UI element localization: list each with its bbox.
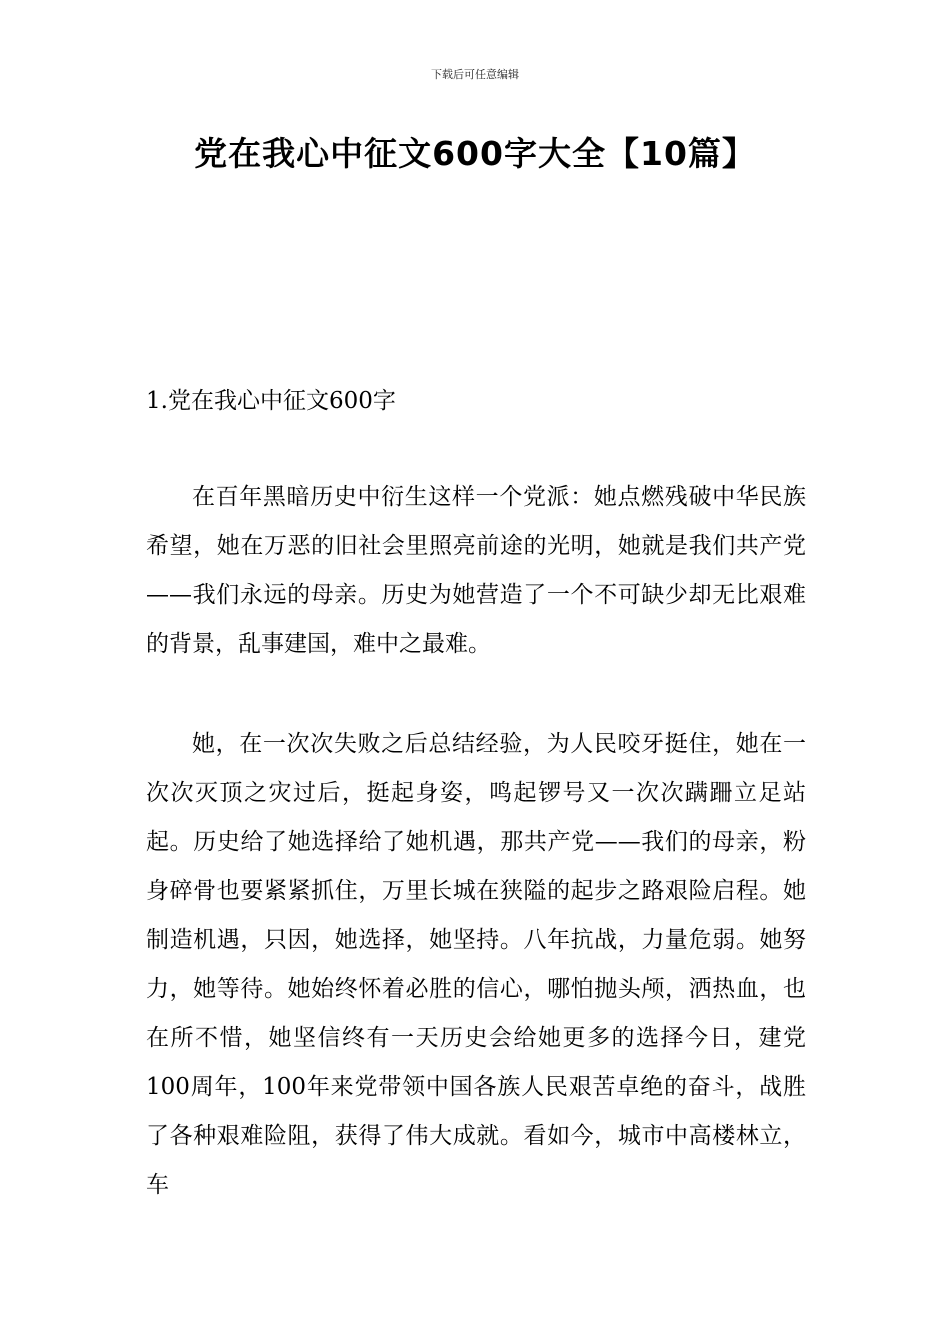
section-heading: 1.党在我心中征文600字 bbox=[146, 388, 396, 414]
page-title: 党在我心中征文600字大全【10篇】 bbox=[194, 134, 756, 173]
header-note: 下载后可任意编辑 bbox=[431, 68, 519, 81]
body-paragraph: 她，在一次次失败之后总结经验，为人民咬牙挺住，她在一次次灭顶之灾过后，挺起身姿，鸣起锣号又一次次蹒跚立足站起。历史给了她选择给了她机遇，那共产党——我们的母亲，粉身碎骨也要紧紧抓住，万里长城在狭隘的起步之路艰险启程。她制造机遇，只因，她选择，她坚持。八年抗战，力量危弱。她努力，她等待。她始终怀着必胜的信心，哪怕抛头颅，洒热血，也在所不惜，她坚信终有一天历史会给她更多的选择今日，建党100周年，100年来党带领中国各族人民艰苦卓绝的奋斗，战胜了各种艰难险阻，获得了伟大成就。看如今，城市中高楼林立，车 bbox=[146, 731, 806, 1198]
body-paragraph: 在百年黑暗历史中衍生这样一个党派：她点燃残破中华民族希望，她在万恶的旧社会里照亮前途的光明，她就是我们共产党——我们永远的母亲。历史为她营造了一个不可缺少却无比艰难的背景，乱事建国，难中之最难。 bbox=[146, 484, 806, 657]
